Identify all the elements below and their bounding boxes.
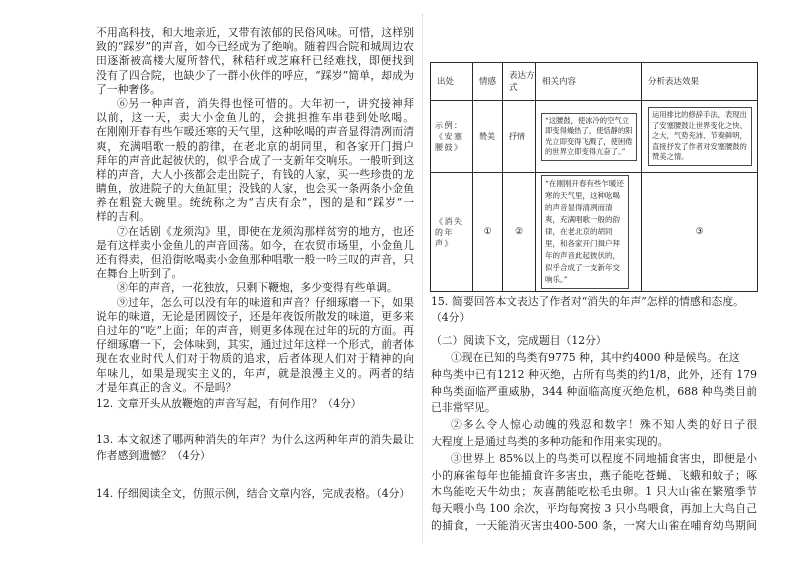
passage-line: 样的声音，大人小孩都会走出院子，有钱的人家，买一些珍贵的龙 <box>96 167 414 181</box>
cell-source: 《消失的年声》 <box>431 173 473 292</box>
passage-line: 以前，这一天，卖大小金鱼儿的，会挑担推车串巷到处吆喝。 <box>96 111 414 125</box>
passage-line: 睛鱼，放进院子的大鱼缸里；没钱的人家，也会买一条两条小金鱼 <box>96 182 414 196</box>
cell-expression: 抒情 <box>503 101 536 173</box>
cell-expression-blank: ② <box>503 173 536 292</box>
cell-content <box>536 101 642 173</box>
passage-line: 年味儿，如果是现实主义的，年声，就是浪漫主义的。两者的结 <box>96 366 414 380</box>
passage-line: 的捕食，一天能消灭害虫400-500 条，一窝大山雀在哺育幼鸟期间 <box>431 518 757 532</box>
question-text: 本文叙述了哪两种消失的年声？为什么这两种年声的消失最让 <box>117 433 414 446</box>
passage-line: 爽，充满唱歌一般的韵律，在老北京的胡同里，和各家开门揖户 <box>96 139 414 153</box>
header-emotion: 情感 <box>473 63 503 101</box>
cell-emotion-blank: ① <box>473 173 503 292</box>
passage-line: 还有得卖，但沿街吆喝卖小金鱼那种唱歌一般一吟三叹的声音，只 <box>96 253 414 266</box>
header-source: 出处 <box>431 63 473 101</box>
content-textbox: “在刚刚开春有些乍暖还寒的天气里，这种吆喝的声音显得清冽而清爽，充满唱歌一般的韵律，在老北京的胡同里，和各家开门揖户拜年的声音此起彼伏的，似乎合成了一支新年交响乐。” <box>541 175 629 289</box>
cell-content <box>536 173 642 292</box>
paragraph-9-start: ⑨过年，怎么可以没有年的味道和声音？仔细琢磨一下，如果 <box>117 295 414 309</box>
question-number: 13. <box>96 433 114 446</box>
passage-line: 木鸟能吃天牛幼虫；灰喜鹊能吃松毛虫卵。1 只大山雀在繁殖季节 <box>431 485 757 499</box>
passage-line: 小的麻雀每年也能捕食许多害虫，燕子能吃苍蝇、飞蛾和蚊子；啄 <box>431 468 757 482</box>
table-row-answer <box>431 173 758 292</box>
passage-line: 养在粗瓷大碗里。统统称之为“吉庆有余”，图的是和“踩岁”一 <box>96 196 414 210</box>
passage-line: 已非常罕见。 <box>431 401 496 415</box>
analysis-table <box>430 62 758 292</box>
table-row-example <box>431 101 758 173</box>
reading-passage-continued <box>96 26 414 395</box>
cell-analysis-blank: ③ <box>642 173 758 292</box>
question-15-line-2: （4分） <box>431 311 471 324</box>
question-13-line-2: 作者感到遗憾？（4分） <box>96 449 211 462</box>
passage-line: 自过年的“吃”上面；年的声音，则更多体现在过年的玩的方面。再 <box>96 323 414 337</box>
section-2-heading: （二）阅读下文，完成题目（12分） <box>431 334 607 347</box>
paragraph-1-start: ①现在已知的鸟类有9775 种，其中约4000 种是候鸟。在这 <box>451 351 740 364</box>
passage-line: 在刚刚开春有些乍暖还寒的天气里，这种吆喝的声音显得清冽而清 <box>96 125 414 139</box>
analysis-textbox: 运用排比的修辞手法，表现出了安塞腰鼓让世界变化之快、之大，气势充沛、节奏鲜明，直接抒发了作者对安塞腰鼓的赞美之情。 <box>648 107 752 166</box>
question-text: 仔细阅读全文，仿照示例，结合文章内容，完成表格。（4分） <box>117 487 411 500</box>
reading-passage-birds <box>431 350 757 535</box>
passage-line: 大程度上是通过鸟类的多种功能和作用来实现的。 <box>431 434 669 448</box>
paragraph-8: ⑧年的声音，一花独放，只剩下鞭炮，多少变得有些单调。 <box>117 281 398 295</box>
passage-line: 才是年真正的含义。不是吗？ <box>96 380 237 394</box>
passage-line: 致的“踩岁”的声音，如今已经成为了绝响。随着四合院和城周边农 <box>96 40 414 54</box>
question-number: 14. <box>96 487 114 500</box>
table-header-row <box>431 63 758 101</box>
paragraph-6-start: ⑥另一种声音，消失得也怪可惜的。大年初一，讲究接神拜 <box>117 96 414 110</box>
question-text: 文章开头从放鞭炮的声音写起，有何作用？（4分） <box>117 397 362 410</box>
column-fold-line <box>422 14 423 544</box>
cell-analysis <box>642 101 758 173</box>
content-textbox: “这腰鼓，使冰冷的空气立即变得燥热了，使恬静的阳光立即变得飞溅了，使困倦的世界立即变得亢奋了。” <box>541 113 637 161</box>
header-analysis: 分析表达效果 <box>642 63 758 101</box>
passage-line: 在舞台上听到了。 <box>96 267 183 281</box>
passage-line: 是有这样卖小金鱼儿的声音回荡。如今，在农贸市场里，小金鱼儿 <box>96 238 414 252</box>
question-number: 15. <box>431 295 449 308</box>
paragraph-2-start: ②多么令人惊心动魄的残忍和数字！殊不知人类的好日子很 <box>451 418 757 432</box>
question-number: 12. <box>96 397 114 410</box>
passage-line: 每天喂小鸟 100 余次，平均每窝按 3 只小鸟喂食，再加上大鸟自己 <box>431 502 757 516</box>
question-text: 简要回答本文表达了作者对“消失的年声”怎样的情感和态度。 <box>452 295 744 308</box>
passage-line: 拜年的声音此起彼伏的，似乎合成了一支新年交响乐。一般听到这 <box>96 153 414 167</box>
cell-emotion: 赞美 <box>473 101 503 173</box>
passage-line: 没有了四合院，也缺少了一群小伙伴的呼应，“踩岁”简单，却成为 <box>96 68 414 82</box>
passage-line: 不用高科技，和大地亲近，又带有浓郁的民俗风味。可惜，这样别 <box>96 26 414 39</box>
passage-line: 现在农业时代人们对于物质的追求，后者体现人们对于精神的向 <box>96 352 414 366</box>
passage-line: 了一种奢侈。 <box>96 82 161 96</box>
question-14 <box>96 486 414 502</box>
passage-line: 仔细琢磨一下，会体味到，其实，通过过年这样一个形式，前者体 <box>96 338 414 352</box>
question-15-line-1 <box>431 294 757 310</box>
question-13-line-1 <box>96 432 414 448</box>
paragraph-7-start: ⑦在话剧《龙须沟》里，即使在龙须沟那样贫穷的地方，也还 <box>117 224 414 238</box>
passage-line: 样的吉利。 <box>96 210 150 224</box>
passage-line: 说年的味道，无论是团圆饺子，还是年夜饭所散发的味道，更多来 <box>96 309 414 323</box>
header-expression: 表达方式 <box>503 63 536 101</box>
passage-line: 田逐渐被高楼大厦所替代，秫秸秆或芝麻秆已经难找，即便找到 <box>96 54 414 68</box>
passage-line: 种鸟类中已有1212 种灭绝，占所有鸟类的约1/8，此外，还有 179 <box>431 367 757 381</box>
cell-source: 示例：《安塞腰鼓》 <box>431 101 473 173</box>
header-content: 相关内容 <box>536 63 642 101</box>
paragraph-3-start: ③世界上 85%以上的鸟类可以程度不同地捕食害虫，即便是小 <box>451 451 757 465</box>
passage-line: 种鸟类面临严重威胁，344 种面临高度灭绝危机，688 种鸟类目前 <box>431 384 757 398</box>
question-12 <box>96 396 414 412</box>
